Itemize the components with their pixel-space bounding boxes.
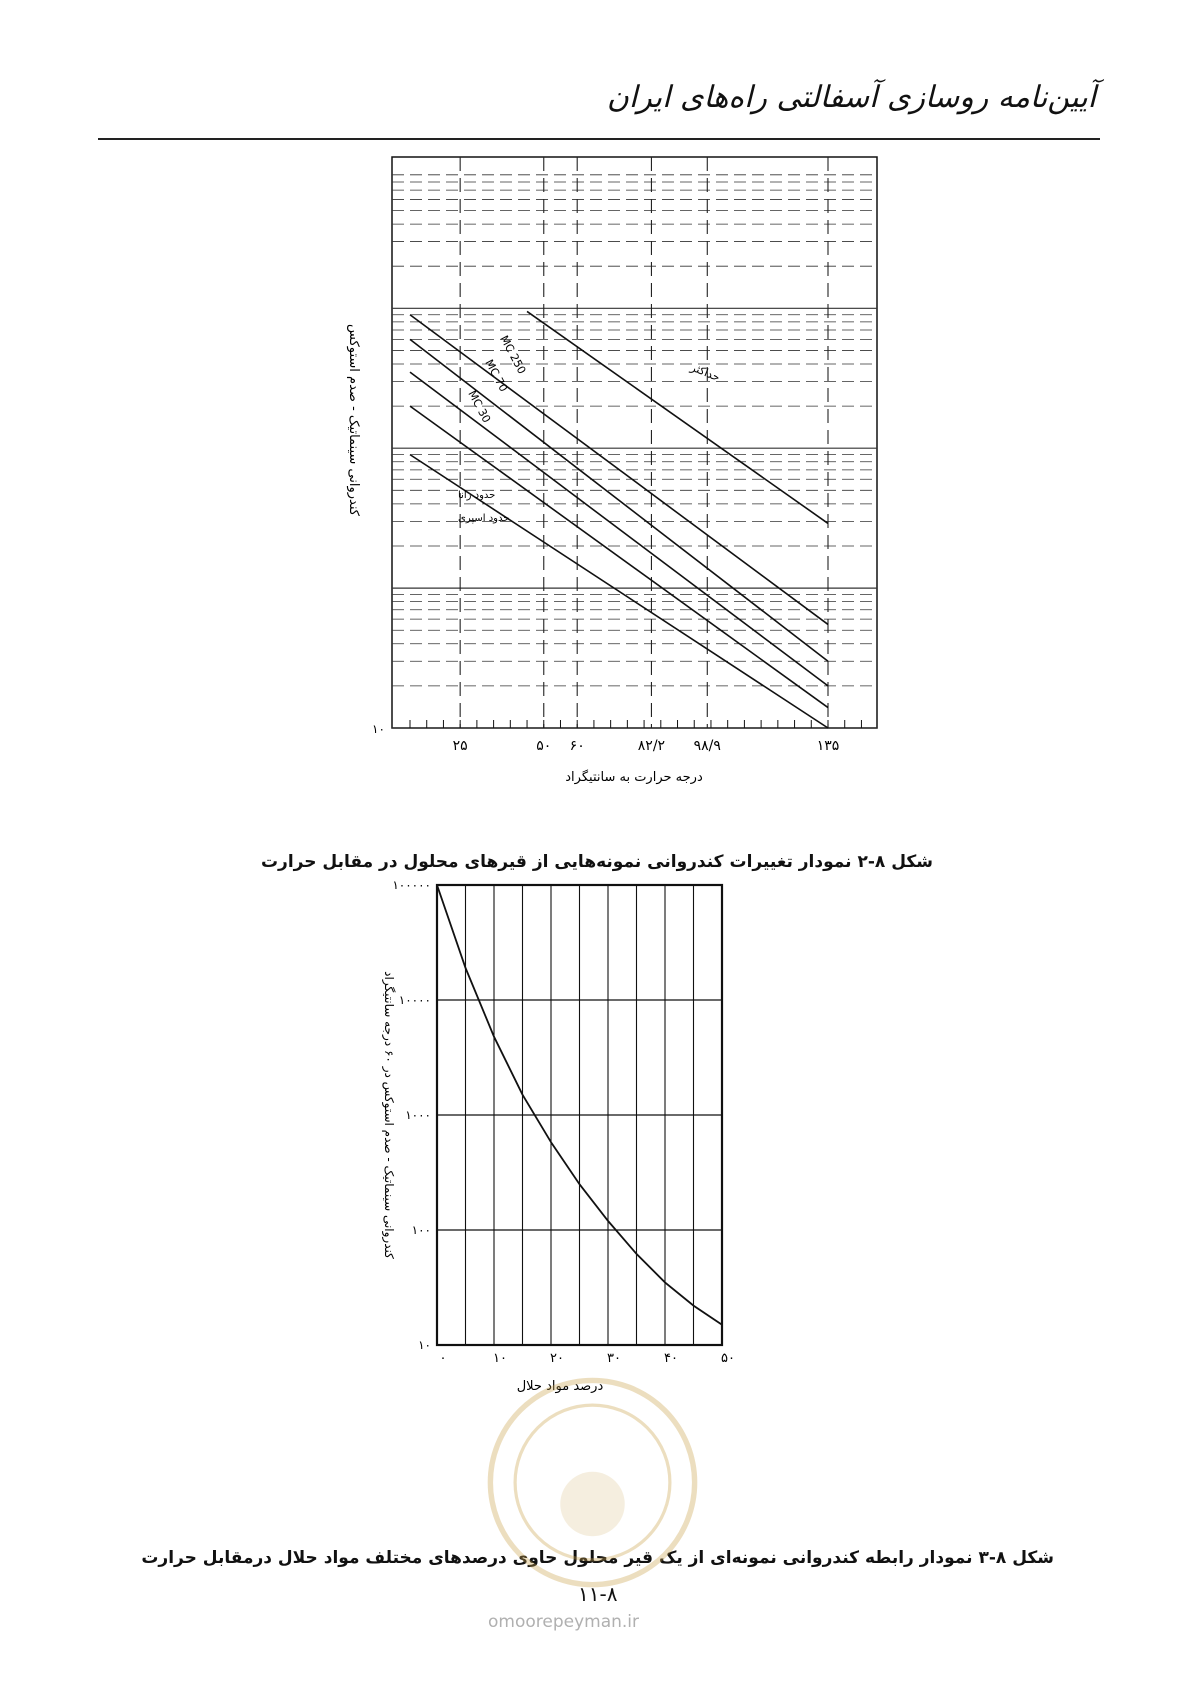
x-tick-label: ۹۸/۹ <box>693 738 721 754</box>
watermark-seal-icon <box>485 1375 700 1590</box>
y-tick-label: ۱۰۰۰۰ <box>398 993 431 1007</box>
y-axis-label: کندروانی سینماتیک - صدم استوکس در ۶۰ درجه سانتیگراد <box>382 971 396 1259</box>
x-tick-label: ۵۰ <box>721 1351 735 1366</box>
x-tick-label: ۱۳۵ <box>816 738 840 754</box>
page-number: ۱۱-۸ <box>578 1582 618 1606</box>
x-axis-label: درصد مواد حلال <box>516 1379 604 1394</box>
curve-label: MC 30 <box>465 388 494 426</box>
x-tick-label: ۲۰ <box>550 1351 564 1366</box>
y-tick-label: ۱۰ <box>372 722 385 736</box>
x-tick-label: ۴۰ <box>664 1351 678 1366</box>
page-header-title: آیین‌نامه روسازی آسفالتی راه‌های ایران <box>606 80 1096 115</box>
x-tick-label: ۱۰ <box>493 1351 507 1366</box>
x-tick-label: ۵۰ <box>536 738 552 754</box>
y-axis-label: کندروانی سینماتیک - صدم استوکس <box>346 324 361 516</box>
x-tick-label: ۳۰ <box>607 1351 621 1366</box>
x-axis-label: درجه حرارت به سانتیگراد <box>565 770 703 785</box>
curve-label: حداکثر <box>688 360 722 385</box>
annotation-label: حدود اسپری <box>458 513 510 524</box>
y-tick-label: ۱۰۰ <box>411 1223 431 1237</box>
x-tick-label: ۸۲/۲ <box>637 738 666 754</box>
x-tick-label: ۶۰ <box>569 738 585 754</box>
figure-1-caption: شکل ۸-۲ نمودار تغییرات کندروانی نمونه‌هایی از قیرهای محلول در مقابل حرارت <box>260 852 933 872</box>
figure-2-caption: شکل ۸-۳ نمودار رابطه کندروانی نمونه‌ای از یک قیر محلول حاوی درصدهای مختلف مواد حلال درمقابل حرارت <box>141 1548 1054 1568</box>
x-tick-label: ۲۵ <box>452 738 468 754</box>
y-tick-label: ۱۰ <box>418 1338 431 1352</box>
watermark-text: omoorepeyman.ir <box>488 1612 640 1632</box>
curve-label: MC 250 <box>497 333 529 377</box>
x-tick-label: ۰ <box>439 1351 447 1366</box>
y-tick-label: ۱۰۰۰ <box>405 1108 431 1122</box>
y-tick-label: ۱۰۰۰۰۰ <box>392 878 431 892</box>
curve-label: MC 70 <box>482 357 511 395</box>
annotation-label: حدود رانا <box>458 490 496 501</box>
